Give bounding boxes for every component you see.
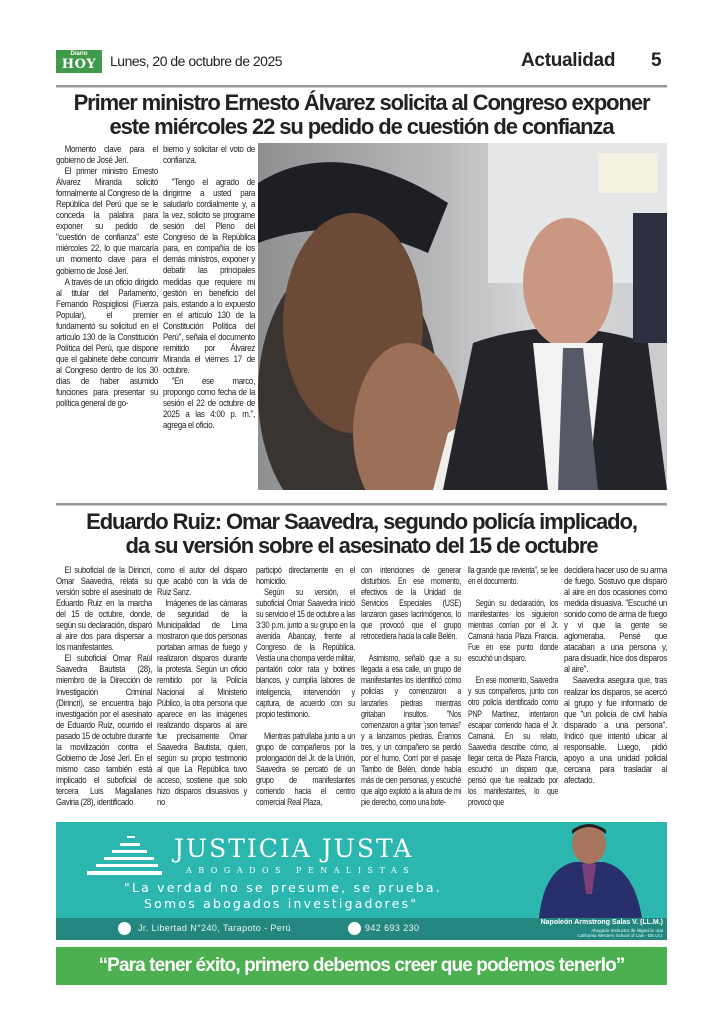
newspaper-logo: Diario HOY <box>56 50 102 73</box>
slogan-line: Somos abogados investigadores" <box>144 896 419 911</box>
page-number: 5 <box>651 50 662 71</box>
paragraph: bierno y solicitar el voto de confianza. <box>163 144 255 166</box>
paragraph: Asimismo, señaló que a su llegada a esa calle, un grupo de manifestantes los identificó como policías y comenzaron a lanzarles piedras mientras gritaban insultos. "Nos comenzaron a gritar '¡son ternas!' y a lanzarnos piedras. Éramos tres, y un compañero se perdió por el humo. Corrí por el pasaje Tambo de Belén, donde había más de cien personas, y escuché que algo explotó a la altura de mi pie derecho, como una bote- <box>361 653 461 807</box>
ad-brand: JUSTICIA JUSTA <box>174 834 414 863</box>
paragraph: Momento clave para el gobierno de José Jerí. <box>56 144 158 166</box>
lawyer-title: California Western School of Law - EE.UU. <box>577 933 663 938</box>
section-name: Actualidad <box>521 50 616 71</box>
column-body <box>56 565 152 808</box>
column-body <box>56 144 158 409</box>
headline-line: Eduardo Ruiz: Omar Saavedra, segundo policía implicado, <box>86 509 637 534</box>
headline-row <box>56 534 667 558</box>
divider <box>56 85 667 88</box>
paragraph: A través de un oficio dirigido al titular del Parlamento, Fernando Rospigliosi (Fuerza Popular), el premier fundamentó su solicitud en el artículo 130 de la Constitución Política del Perú, que dispone que el gabinete debe concurrir al Congreso dentro de los 30 días de haber asumido funciones para presentar su política general de go- <box>56 276 158 409</box>
paragraph: Saavedra asegura que, tras realizar los disparos, se acercó al grupo y fue informado de que "un policía de civil había disparado a una persona". Indicó que intentó ubicar al responsable. Luego, pidió apoyo a una unidad policial cercana para trasladar al afectado. <box>564 675 667 785</box>
ad-address: Jr. Libertad N°240, Tarapoto - Perú <box>138 923 292 933</box>
article1-headline <box>56 91 667 139</box>
paragraph: El suboficial Omar Raúl Saavedra Bautista (28), miembro de la Dirección de Investigación Criminal (Dirincri), se encuentra bajo investigación por el asesinato de Eduardo Ruiz, ocurrido el pasado 15 de octubre durante la movilización contra el Gobierno de José Jerí. En el mismo caso también está implicado el suboficial de tercera Luis Magallanes Gaviria (28), identificado <box>56 653 152 807</box>
paragraph: En ese momento, Saavedra y sus compañeros, junto con otro policía identificado como PNP Martínez, intentaron escapar corriendo hacia el Jr. Camaná. En su relato, Saavedra describe cómo, al llegar cerca de Plaza Francia, escuchó un disparo que, pensó que fue realizado por los manifestantes, lo que provocó que <box>468 675 558 807</box>
article2-column-5 <box>468 565 558 808</box>
paragraph: Según su declaración, los manifestantes los siguieron mientras corrían por el Jr. Camaná hacia Plaza Francia. Fue en ese punto donde escuchó un disparo. <box>468 598 558 664</box>
paragraph: lla grande que revienta", se lee en el documento. <box>468 565 558 587</box>
paragraph: Según su versión, el suboficial Omar Saavedra inició su servicio el 15 de octubre a las 3:30 p.m. junto a su grupo en la avenida Abancay, frente al Congreso de la República. Vestía una chompa verde militar, pantalón color rata y botines blancos, y cumplía labores de inteligencia, intervención y captura, de acuerdo con su propio testimonio. <box>256 587 355 719</box>
headline-line: este miércoles 22 su pedido de cuestión de confianza <box>109 114 614 139</box>
article2-column-3 <box>256 565 355 808</box>
article2-headline <box>56 510 667 558</box>
location-pin-icon <box>118 922 131 935</box>
paragraph: como el autor del disparo que acabó con la vida de Ruiz Sanz. <box>157 565 247 598</box>
phone-icon <box>348 922 361 935</box>
article2-column-6 <box>564 565 667 786</box>
ad-contact-bar <box>56 918 667 940</box>
slogan-line: "La verdad no se presume, se prueba. <box>124 880 442 895</box>
ad-tagline: ABOGADOS PENALISTAS <box>186 866 416 875</box>
article1-column-2 <box>163 144 255 431</box>
officials-photo <box>258 143 667 490</box>
column-body <box>564 565 667 786</box>
column-body <box>163 144 255 431</box>
lawyer-name: Napoleón Armstrong Salas V. (LL.M.) <box>540 919 663 926</box>
pyramid-logo-icon <box>82 836 162 876</box>
headline-line: da su versión sobre el asesinato del 15 de octubre <box>125 533 598 558</box>
column-body <box>157 565 247 808</box>
paragraph: "Tengo el agrado de dirigirme a usted para saludarlo cordialmente y, a la vez, solicito se programe sesión del Pleno del Congreso de la República para, en compañía de los demás ministros, exponer y debatir las principales medidas que requiere mi gestión en beneficio del país, estando a lo expuesto en el artículo 130 de la Constitución Política del Perú", señala el documento remitido por Álvarez Miranda el viernes 17 de octubre. <box>163 177 255 375</box>
article1-column-1 <box>56 144 158 409</box>
issue-date: Lunes, 20 de octubre de 2025 <box>110 53 283 69</box>
paragraph: Imágenes de las cámaras de seguridad de la Municipalidad de Lima mostraron que dos personas portaban armas de fuego y realizaron disparos durante la protesta. Según un oficio remitido por la Policía Nacional al Ministerio Público, la otra persona que aparece en las imágenes realizando disparos al aire fue precisamente Omar Saavedra Bautista, quien, según su propio testimonio al que La República tuvo acceso, sostiene que solo hizo disparos disuasivos y no <box>157 598 247 807</box>
column-body <box>361 565 461 808</box>
lawyer-portrait <box>534 824 644 918</box>
headline-row <box>56 510 667 534</box>
divider <box>56 503 667 506</box>
paragraph: "En ese marco, propongo como fecha de la sesión el 22 de octubre de 2025 a las 4:00 p. m.", agrega el oficio. <box>163 375 255 431</box>
paragraph: participó directamente en el homicidio. <box>256 565 355 587</box>
lawyer-title: Abogado Instructor de litigación oral <box>591 928 663 933</box>
paragraph: decidiera hacer uso de su arma de fuego. Sostuvo que disparó al aire en dos ocasiones como medida disuasiva. "Escuché un sonido como de arma de fuego y vi que la gente se aglomeraba. Pensé que atacaban a una persona y, para disuadir, hice dos disparos al aire". <box>564 565 667 675</box>
article2-column-2 <box>157 565 247 808</box>
law-firm-advertisement[interactable] <box>56 822 667 940</box>
paragraph: con intenciones de generar disturbios. En ese momento, efectivos de la Unidad de Servicios Especiales (USE) lanzaron gases lacrimógenos, lo que provocó que el grupo retrocediera hacia la calle Belén. <box>361 565 461 642</box>
article2-column-4 <box>361 565 461 808</box>
headline-line: Primer ministro Ernesto Álvarez solicita al Congreso exponer <box>73 90 650 115</box>
paragraph: Mientras patrullaba junto a un grupo de compañeros por la prolongación del Jr. de la Unión, Saavedra se percató de un grupo de manifestantes corriendo hacia el centro comercial Real Plaza, <box>256 730 355 807</box>
column-body <box>256 565 355 808</box>
footer-quote-banner: “Para tener éxito, primero debemos creer que podemos tenerlo” <box>56 947 667 985</box>
headline-row <box>56 115 667 139</box>
headline-row <box>56 91 667 115</box>
article1-photo <box>258 143 667 490</box>
article2-column-1 <box>56 565 152 808</box>
paragraph: El primer ministro Ernesto Álvarez Miranda solicitó formalmente al Congreso de la República del Perú que se le conceda la palabra para exponer su pedido de "cuestión de confianza" este miércoles 22, lo que marcaría un momento clave para el gobierno de José Jerí. <box>56 166 158 276</box>
column-body <box>468 565 558 808</box>
ad-phone: 942 693 230 <box>365 923 420 933</box>
paragraph: El suboficial de la Dirincri, Omar Saavedra, relata su versión sobre el asesinato de Eduardo Ruiz en la marcha del 15 de octubre, donde, según su declaración, disparó al aire dos para dispersar a los manifestantes. <box>56 565 152 653</box>
ad-slogan <box>124 880 442 912</box>
